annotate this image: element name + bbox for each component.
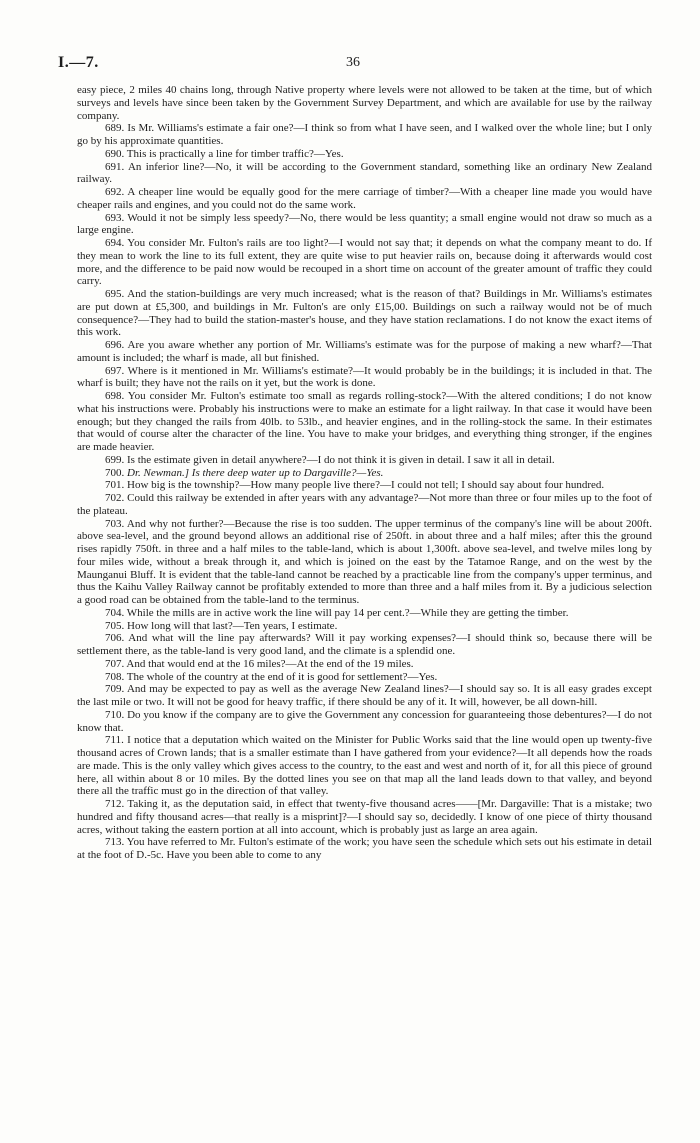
paragraph: 693. Would it not be simply less speedy?—No, there would be less quantity; a small engine would not draw so much as a large engine. xyxy=(77,211,652,237)
paragraph: 690. This is practically a line for timber traffic?—Yes. xyxy=(105,147,344,160)
paragraph: 705. How long will that last?—Ten years, I estimate. xyxy=(105,619,338,632)
paragraph: 691. An inferior line?—No, it will be according to the Government standard, something like an ordinary New Zealand railway. xyxy=(77,160,652,186)
paragraph: 708. The whole of the country at the end of it is good for settlement?—Yes. xyxy=(105,670,438,683)
paragraph: 712. Taking it, as the deputation said, in effect that twenty-five thousand acres——[Mr. Dargaville: That is a mistake; two hundred and fifty thousand acres—that really is a misprint]?—I should say so, decidedly. I know of one piece of thirty thousand acres, without taking the eastern portion at all into account, which is probably just as large an area again. xyxy=(77,798,652,836)
paragraph: 689. Is Mr. Williams's estimate a fair one?—I think so from what I have seen, and I walked over the whole line; but I only go by his approximate quantities. xyxy=(77,122,652,147)
paragraph: 711. I notice that a deputation which waited on the Minister for Public Works said that the line would open up twenty-five thousand acres of Crown lands; that is a smaller estimate than I have gathered from your evidence?—It all depends how the roads are made. This is the only valley which gives access to the country, to the east and west and north of it, for all this piece of ground here, all within about 8 or 10 miles. By the dotted lines you see on that map all the land leads down to that valley, and beyond there all the traffic must go in the direction of that valley. xyxy=(77,734,652,798)
document-body xyxy=(77,84,652,862)
page-header xyxy=(58,54,648,74)
paragraph: 706. And what will the line pay afterwards? Will it pay working expenses?—I should think so, because there will be settlement there, as the table-land is very good land, and the climate is a splendid one. xyxy=(77,632,652,657)
paragraph: 703. And why not further?—Because the rise is too sudden. The upper terminus of the company's line will be about 200ft. above sea-level, and the ground beyond allows an additional rise of 250ft. in about three and a half miles; after this the ground rises rapidly 750ft. in three and a half miles to the table-land, which is about 1,300ft. above sea-level, and twelve miles long by four miles wide, without a break through it, and which is joined on the east by the Tatamoe Range, and on the west by the Maunganui Bluff. It is evident that the table-land cannot be reached by a practicable line from the company's upper terminus, and thus the Kaihu Valley Railway cannot be profitably extended to more than three and a half miles from it. By a judicious selection a good road can be obtained from the table-land to the terminus. xyxy=(77,517,652,606)
paragraph-text: Dr. Newman.] Is there deep water up to Dargaville?—Yes. xyxy=(127,466,384,479)
paragraph: easy piece, 2 miles 40 chains long, through Native property where levels were not allowed to be taken at the time, but of which surveys and levels have since been taken by the Government Survey Department, and which are available for use by the railway company. xyxy=(77,84,652,122)
document-reference: I.—7. xyxy=(58,54,99,71)
paragraph: 713. You have referred to Mr. Fulton's estimate of the work; you have seen the schedule which sets out his estimate in detail at the foot of D.-5c. Have you been able to come to any xyxy=(77,836,652,861)
paragraph: 707. And that would end at the 16 miles?—At the end of the 19 miles. xyxy=(105,657,414,670)
paragraph: 694. You consider Mr. Fulton's rails are too light?—I would not say that; it depends on what the company meant to do. If they mean to work the line to its full extent, they are quite wise to put heavier rails on, because doing it afterwards would cost more, and the difference to be paid now would be recouped in a short time on account of the greater amount of traffic they could carry. xyxy=(77,237,652,288)
paragraph: 701. How big is the township?—How many people live there?—I could not tell; I should say about four hundred. xyxy=(105,479,605,492)
page-number: 36 xyxy=(346,55,360,70)
paragraph: 710. Do you know if the company are to give the Government any concession for guaranteeing those debentures?—I do not know that. xyxy=(77,708,652,734)
paragraph: 704. While the mills are in active work the line will pay 14 per cent.?—While they are getting the timber. xyxy=(105,606,569,619)
paragraph: 699. Is the estimate given in detail anywhere?—I do not think it is given in detail. I saw it all in detail. xyxy=(105,453,555,466)
paragraph: 700. Dr. Newman.] Is there deep water up to Dargaville?—Yes. xyxy=(105,466,384,479)
paragraph: 709. And may be expected to pay as well as the average New Zealand lines?—I should say so. It is all easy grades except the last mile or two. It will not be good for heavy traffic, if there should be any of it. It will, however, be all down-hill. xyxy=(77,683,652,708)
paragraph: 696. Are you aware whether any portion of Mr. Williams's estimate was for the purpose of making a new wharf?—That amount is included; the wharf is made, all but finished. xyxy=(77,339,652,364)
paragraph: 697. Where is it mentioned in Mr. Williams's estimate?—It would probably be in the buildings; it is included in that. The wharf is built; they have not the rails on it yet, but the work is done. xyxy=(77,364,652,390)
paragraph: 702. Could this railway be extended in after years with any advantage?—Not more than three or four miles up to the foot of the plateau. xyxy=(77,492,652,517)
paragraph: 692. A cheaper line would be equally good for the mere carriage of timber?—With a cheaper line made you would have cheaper rails and engines, and you could not do the same work. xyxy=(77,186,652,211)
paragraph: 698. You consider Mr. Fulton's estimate too small as regards rolling-stock?—With the altered conditions; I do not know what his instructions were. Probably his instructions were to make an estimate for a light railway. In that case it would have been enough; but they changed the rails from 40lb. to 53lb., and heavier engines, and in the rolling-stock the same. In their estimates that would of course alter the character of the line. You have to make your bridges, and everything thing stronger, if the engines are made heavier. xyxy=(77,390,652,453)
paragraph: 695. And the station-buildings are very much increased; what is the reason of that? Buildings in Mr. Williams's estimates are put down at £5,300, and buildings in Mr. Fulton's are only £15,00. Buildings on such a railway would not be of much consequence?—They had to build the station-master's house, and they have station reclamations. I do not know the exact items of this work. xyxy=(77,288,652,339)
